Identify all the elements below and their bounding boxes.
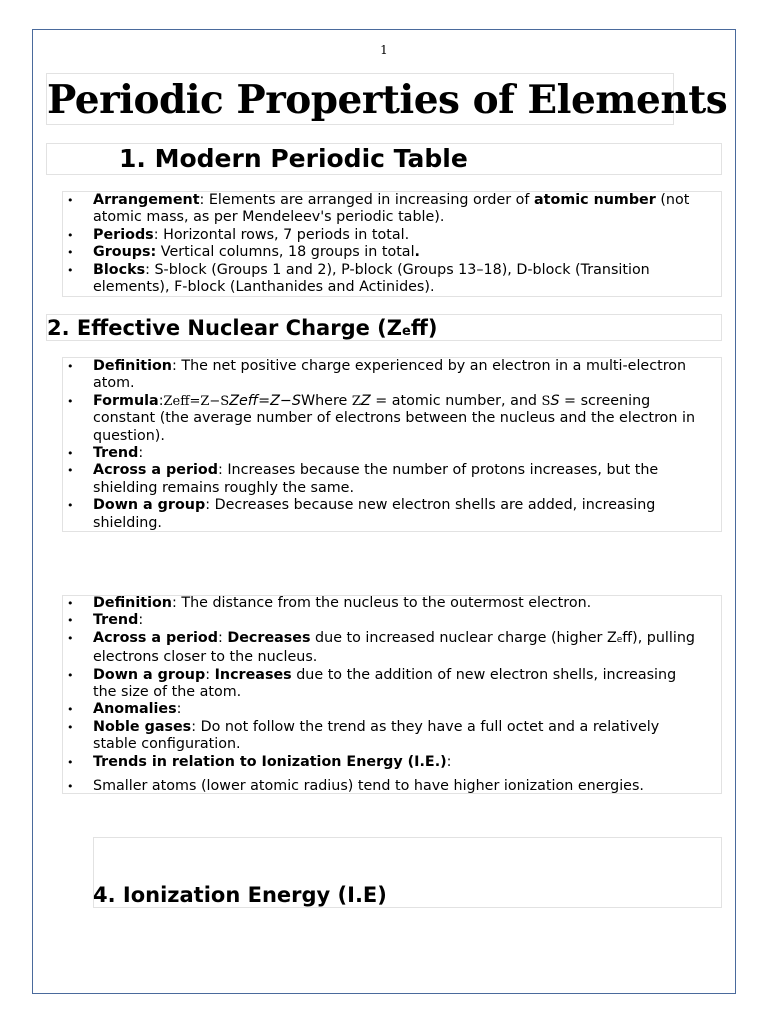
list-item bbox=[63, 393, 703, 445]
item-text: : bbox=[446, 753, 452, 770]
item-emphasis: atomic number bbox=[534, 192, 656, 208]
item-text: due to the addition of new electron shells, increasing the size of the atom. bbox=[93, 666, 677, 701]
list-item bbox=[63, 462, 703, 497]
list-item bbox=[63, 262, 703, 297]
list-item bbox=[63, 754, 703, 771]
item-text: = atomic number, and bbox=[370, 392, 542, 409]
item-text: Smaller atoms (lower atomic radius) tend to have higher ionization energies. bbox=[93, 778, 644, 795]
item-label: Blocks bbox=[93, 261, 146, 278]
item-text: : Do not follow the trend as they have a full octet and a relatively stable configuration. bbox=[93, 718, 660, 753]
item-subscript: e bbox=[616, 634, 623, 645]
page-title: Periodic Properties of Elements bbox=[47, 77, 728, 123]
item-label: Groups: bbox=[93, 244, 157, 261]
item-text: : bbox=[158, 392, 164, 409]
item-label: Arrangement bbox=[93, 192, 200, 208]
list-item bbox=[63, 227, 703, 244]
formula-math-italic: S bbox=[550, 392, 560, 409]
item-emphasis: Decreases bbox=[227, 629, 311, 646]
item-label: Definition bbox=[93, 595, 172, 611]
section4-heading: 4. Ionization Energy (I.E) bbox=[93, 883, 387, 907]
section2-heading bbox=[47, 313, 437, 347]
list-item bbox=[63, 358, 703, 393]
list-item bbox=[63, 667, 703, 702]
item-label: Periods bbox=[93, 226, 154, 243]
section2-list bbox=[63, 358, 703, 532]
item-text: = screening constant (the average number of electrons between the nucleus and the electron in question). bbox=[93, 392, 696, 444]
list-item bbox=[63, 595, 703, 612]
section2-heading-end: ff) bbox=[410, 316, 438, 340]
item-text: : bbox=[205, 666, 215, 683]
formula-math: Z bbox=[351, 393, 361, 409]
formula-math: S bbox=[541, 393, 551, 409]
item-emphasis: Increases bbox=[214, 666, 292, 683]
item-text: due to increased nuclear charge (higher Z bbox=[310, 629, 617, 646]
item-label: Across a period bbox=[93, 629, 218, 646]
item-text: : bbox=[176, 701, 182, 718]
item-label: Trend bbox=[93, 612, 139, 629]
item-text: ff), pulling electrons closer to the nucleus. bbox=[93, 629, 695, 666]
list-item bbox=[63, 244, 703, 261]
section1-list bbox=[63, 192, 703, 296]
section2-heading-sub: e bbox=[401, 324, 411, 339]
item-text: : S-block (Groups 1 and 2), P-block (Groups 13–18), D-block (Transition elements), F-block (Lanthanides and Actinides). bbox=[93, 261, 650, 296]
item-text: Where bbox=[300, 392, 352, 409]
list-item bbox=[63, 192, 703, 227]
page-number: 1 bbox=[380, 43, 388, 57]
item-text: : Elements are arranged in increasing order of bbox=[199, 192, 535, 208]
item-text: : bbox=[217, 629, 228, 646]
item-text: : Horizontal rows, 7 periods in total. bbox=[153, 226, 410, 243]
formula-math: Zeff=Z−S bbox=[163, 393, 230, 409]
list-item bbox=[63, 701, 703, 718]
section3-list bbox=[63, 595, 703, 795]
item-period: . bbox=[414, 244, 420, 261]
item-text: : Decreases because new electron shells are added, increasing shielding. bbox=[93, 497, 656, 531]
item-text: : bbox=[138, 612, 144, 629]
item-text: : The net positive charge experienced by an electron in a multi-electron atom. bbox=[93, 358, 687, 392]
list-item bbox=[63, 630, 703, 667]
section2-heading-main: 2. Effective Nuclear Charge (Z bbox=[47, 316, 402, 340]
list-item bbox=[63, 778, 703, 795]
item-label: Trend bbox=[93, 445, 139, 462]
section1-heading: 1. Modern Periodic Table bbox=[119, 144, 468, 173]
item-label: Formula bbox=[93, 392, 159, 409]
list-item bbox=[63, 497, 703, 532]
item-label: Trends in relation to Ionization Energy (I.E.) bbox=[93, 753, 447, 770]
item-text: : The distance from the nucleus to the outermost electron. bbox=[171, 595, 592, 611]
item-label: Across a period bbox=[93, 462, 218, 479]
item-text: : Increases because the number of protons increases, but the shielding remains roughly the same. bbox=[93, 462, 659, 496]
list-item bbox=[63, 719, 703, 754]
item-text: : bbox=[138, 445, 144, 462]
item-label: Down a group bbox=[93, 497, 206, 514]
item-text: Vertical columns, 18 groups in total bbox=[156, 244, 415, 261]
list-item bbox=[63, 612, 703, 629]
item-text: (not atomic mass, as per Mendeleev's periodic table). bbox=[93, 192, 690, 226]
formula-math-italic: Z bbox=[360, 392, 371, 409]
item-label: Down a group bbox=[93, 666, 206, 683]
item-label: Definition bbox=[93, 358, 172, 374]
item-label: Noble gases bbox=[93, 718, 192, 735]
formula-math-italic: Zeff=Z−S bbox=[229, 392, 301, 409]
list-item bbox=[63, 445, 703, 462]
item-label: Anomalies bbox=[93, 701, 177, 718]
